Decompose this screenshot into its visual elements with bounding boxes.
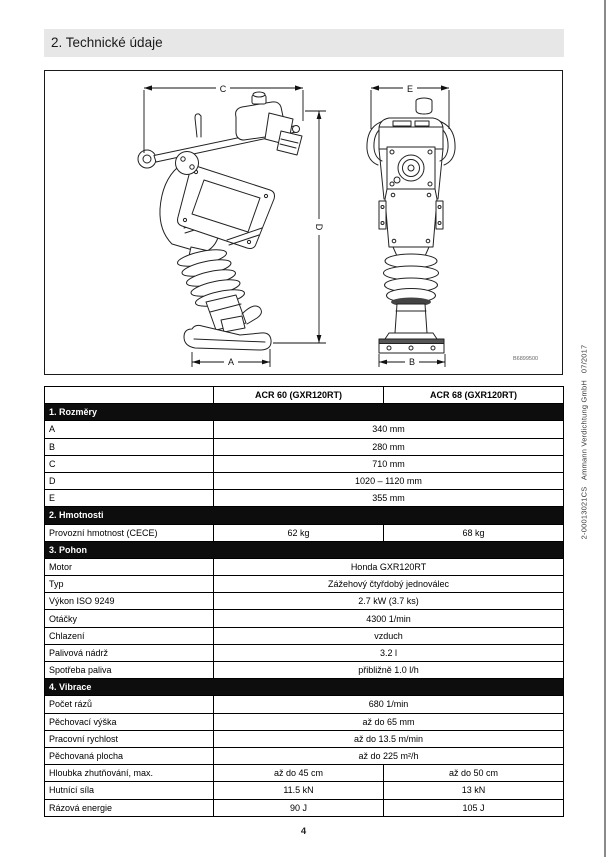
table-row: [45, 455, 564, 472]
row-label: Počet rázů: [45, 696, 214, 713]
header-acr68: ACR 68 (GXR120RT): [384, 387, 564, 404]
row-label: Otáčky: [45, 610, 214, 627]
table-row: [45, 644, 564, 661]
row-label: Provozní hmotnost (CECE): [45, 524, 214, 541]
row-value: 280 mm: [214, 438, 564, 455]
row-label: Rázová energie: [45, 799, 214, 816]
table-row: [45, 627, 564, 644]
section-row: [45, 404, 564, 421]
row-value: 2.7 kW (3.7 ks): [214, 593, 564, 610]
row-value-acr68: 68 kg: [384, 524, 564, 541]
table-row: [45, 765, 564, 782]
rammer-front-view: [367, 98, 455, 353]
row-label: A: [45, 421, 214, 438]
row-label: Hutnící síla: [45, 782, 214, 799]
row-value: až do 65 mm: [214, 713, 564, 730]
table-row: [45, 490, 564, 507]
row-value: 710 mm: [214, 455, 564, 472]
dimension-A: [192, 349, 270, 367]
rammer-technical-drawing: [45, 71, 561, 373]
row-value: Honda GXR120RT: [214, 558, 564, 575]
row-value-acr60: 11.5 kN: [214, 782, 384, 799]
dimension-figure: [44, 70, 563, 375]
dim-label-e: E: [406, 84, 414, 94]
section-title: 3. Pohon: [45, 541, 564, 558]
row-value: až do 13.5 m/min: [214, 730, 564, 747]
table-row: [45, 713, 564, 730]
row-label: C: [45, 455, 214, 472]
row-label: Hloubka zhutňování, max.: [45, 765, 214, 782]
table-row: [45, 799, 564, 816]
table-row: [45, 524, 564, 541]
table-row: [45, 610, 564, 627]
section-title-bar: [44, 29, 564, 57]
row-label: Pracovní rychlost: [45, 730, 214, 747]
table-row: [45, 421, 564, 438]
row-value: vzduch: [214, 627, 564, 644]
row-label: Motor: [45, 558, 214, 575]
row-label: Pěchovací výška: [45, 713, 214, 730]
row-value-acr60: až do 45 cm: [214, 765, 384, 782]
drawing-code: B6899500: [513, 356, 539, 362]
section-row: [45, 541, 564, 558]
row-label: Spotřeba paliva: [45, 662, 214, 679]
table-row: [45, 593, 564, 610]
row-label: E: [45, 490, 214, 507]
section-row: [45, 679, 564, 696]
spec-table: [44, 386, 564, 817]
row-value: 4300 1/min: [214, 610, 564, 627]
row-value: přibližně 1.0 l/h: [214, 662, 564, 679]
section-title: 1. Rozměry: [45, 404, 564, 421]
row-value-acr60: 90 J: [214, 799, 384, 816]
row-value: 680 1/min: [214, 696, 564, 713]
table-row: [45, 576, 564, 593]
row-value: 355 mm: [214, 490, 564, 507]
row-label: Typ: [45, 576, 214, 593]
header-acr60: ACR 60 (GXR120RT): [214, 387, 384, 404]
row-value: 340 mm: [214, 421, 564, 438]
table-row: [45, 558, 564, 575]
table-header-row: [45, 387, 564, 404]
row-value: až do 225 m²/h: [214, 747, 564, 764]
section-row: [45, 507, 564, 524]
row-value: 1020 – 1120 mm: [214, 472, 564, 489]
table-row: [45, 696, 564, 713]
row-value: 3.2 l: [214, 644, 564, 661]
table-row: [45, 730, 564, 747]
table-row: [45, 782, 564, 799]
dim-label-d: D: [314, 223, 324, 231]
document-reference-sidebar: 2-00013021CS Ammann Verdichtung GmbH 07/2017: [579, 344, 589, 540]
section-title: 4. Vibrace: [45, 679, 564, 696]
dim-label-b: B: [408, 357, 416, 367]
row-label: B: [45, 438, 214, 455]
header-empty-cell: [45, 387, 214, 404]
row-label: D: [45, 472, 214, 489]
row-label: Výkon ISO 9249: [45, 593, 214, 610]
row-label: Chlazení: [45, 627, 214, 644]
dimension-B: [379, 354, 445, 367]
table-row: [45, 662, 564, 679]
row-value-acr68: až do 50 cm: [384, 765, 564, 782]
scan-page-edge: [604, 0, 606, 857]
row-label: Pěchovaná plocha: [45, 747, 214, 764]
rammer-side-view: [138, 92, 302, 350]
section-title: 2. Hmotnosti: [45, 507, 564, 524]
table-row: [45, 472, 564, 489]
row-value: Zážehový čtyřdobý jednoválec: [214, 576, 564, 593]
row-value-acr60: 62 kg: [214, 524, 384, 541]
row-label: Palivová nádrž: [45, 644, 214, 661]
dim-label-a: A: [227, 357, 235, 367]
row-value-acr68: 105 J: [384, 799, 564, 816]
table-row: [45, 438, 564, 455]
table-row: [45, 747, 564, 764]
dim-label-c: C: [219, 84, 227, 94]
row-value-acr68: 13 kN: [384, 782, 564, 799]
page-title: 2. Technické údaje: [51, 35, 163, 50]
page-number: 4: [300, 826, 307, 837]
